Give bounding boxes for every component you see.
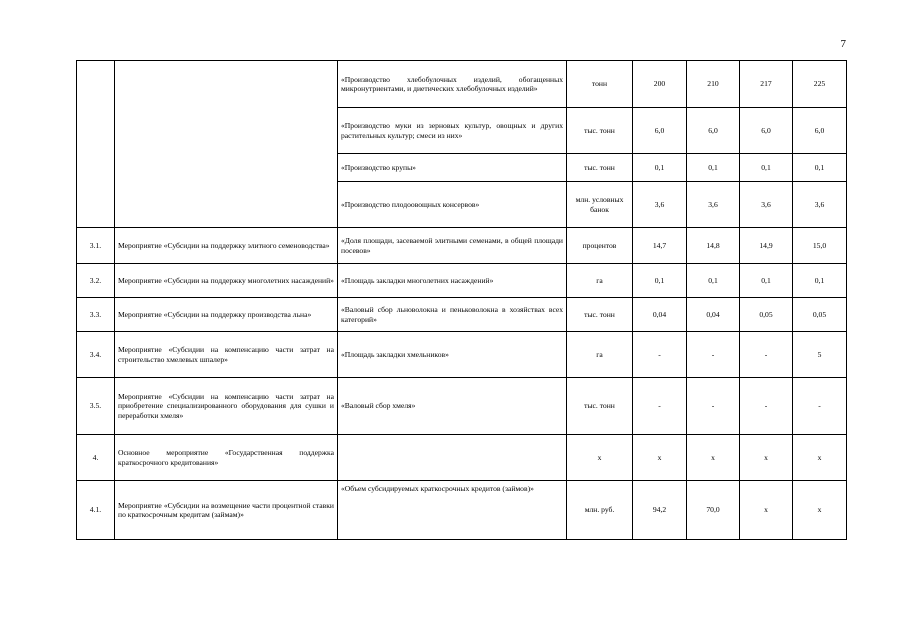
row-number-cell: 3.3. xyxy=(77,298,115,332)
unit-cell: тыс. тонн xyxy=(567,298,633,332)
unit-cell: тыс. тонн xyxy=(567,378,633,435)
indicator-cell: «Площадь закладки многолетних насаждений» xyxy=(338,264,567,298)
table-row xyxy=(77,332,847,378)
row-number-cell xyxy=(77,61,115,228)
table-row xyxy=(77,61,847,108)
value-cell: х xyxy=(740,435,793,481)
value-cell: - xyxy=(687,332,740,378)
table-row xyxy=(77,298,847,332)
value-cell: 3,6 xyxy=(687,182,740,228)
row-number-cell: 3.4. xyxy=(77,332,115,378)
row-number-cell: 3.1. xyxy=(77,228,115,264)
event-cell xyxy=(115,61,338,228)
event-cell: Мероприятие «Субсидии на компенсацию части затрат на строительство хмелевых шпалер» xyxy=(115,332,338,378)
value-cell: 6,0 xyxy=(687,108,740,154)
indicator-cell: «Объем субсидируемых краткосрочных кредитов (займов)» xyxy=(338,481,567,540)
value-cell: 200 xyxy=(633,61,687,108)
value-cell: 0,1 xyxy=(793,154,847,182)
value-cell: 0,04 xyxy=(633,298,687,332)
indicator-cell: «Производство плодоовощных консервов» xyxy=(338,182,567,228)
value-cell: 0,1 xyxy=(633,154,687,182)
unit-cell: тонн xyxy=(567,61,633,108)
value-cell: 0,1 xyxy=(633,264,687,298)
indicators-table xyxy=(76,60,847,540)
indicator-cell: «Валовый сбор льноволокна и пеньковолокна в хозяйствах всех категорий» xyxy=(338,298,567,332)
table-row xyxy=(77,228,847,264)
row-number-cell: 4. xyxy=(77,435,115,481)
page-number: 7 xyxy=(840,38,846,50)
indicator-cell: «Производство муки из зерновых культур, овощных и других растительных культур; смеси из них» xyxy=(338,108,567,154)
unit-cell: тыс. тонн xyxy=(567,154,633,182)
value-cell: 217 xyxy=(740,61,793,108)
table-row xyxy=(77,435,847,481)
event-cell: Мероприятие «Субсидии на поддержку многолетних насаждений» xyxy=(115,264,338,298)
value-cell: х xyxy=(633,435,687,481)
value-cell: - xyxy=(740,332,793,378)
value-cell: 15,0 xyxy=(793,228,847,264)
value-cell: 0,04 xyxy=(687,298,740,332)
value-cell: - xyxy=(633,378,687,435)
table-row xyxy=(77,481,847,540)
value-cell: 94,2 xyxy=(633,481,687,540)
unit-cell: га xyxy=(567,332,633,378)
event-cell: Основное мероприятие «Государственная поддержка краткосрочного кредитования» xyxy=(115,435,338,481)
indicator-cell: «Доля площади, засеваемой элитными семенами, в общей площади посевов» xyxy=(338,228,567,264)
row-number-cell: 4.1. xyxy=(77,481,115,540)
unit-cell: процентов xyxy=(567,228,633,264)
value-cell: 0,1 xyxy=(687,154,740,182)
table-row xyxy=(77,378,847,435)
event-cell: Мероприятие «Субсидии на поддержку элитного семеноводства» xyxy=(115,228,338,264)
value-cell: х xyxy=(687,435,740,481)
value-cell: 0,05 xyxy=(793,298,847,332)
value-cell: 14,9 xyxy=(740,228,793,264)
unit-cell: х xyxy=(567,435,633,481)
value-cell: 6,0 xyxy=(793,108,847,154)
table-row xyxy=(77,264,847,298)
unit-cell: млн. условных банок xyxy=(567,182,633,228)
value-cell: 0,1 xyxy=(740,154,793,182)
value-cell: 6,0 xyxy=(740,108,793,154)
indicator-cell: «Производство крупы» xyxy=(338,154,567,182)
value-cell: х xyxy=(740,481,793,540)
value-cell: 225 xyxy=(793,61,847,108)
value-cell: х xyxy=(793,435,847,481)
value-cell: 3,6 xyxy=(633,182,687,228)
event-cell: Мероприятие «Субсидии на поддержку производства льна» xyxy=(115,298,338,332)
indicator-cell: «Валовый сбор хмеля» xyxy=(338,378,567,435)
value-cell: - xyxy=(740,378,793,435)
event-cell: Мероприятие «Субсидии на возмещение части процентной ставки по краткосрочным кредитам (займам)» xyxy=(115,481,338,540)
row-number-cell: 3.2. xyxy=(77,264,115,298)
value-cell: 210 xyxy=(687,61,740,108)
event-cell: Мероприятие «Субсидии на компенсацию части затрат на приобретение специализированного оборудования для сушки и переработки хмеля» xyxy=(115,378,338,435)
unit-cell: тыс. тонн xyxy=(567,108,633,154)
value-cell: 0,1 xyxy=(687,264,740,298)
value-cell: 3,6 xyxy=(740,182,793,228)
value-cell: - xyxy=(633,332,687,378)
indicator-cell: «Площадь закладки хмельников» xyxy=(338,332,567,378)
indicator-cell xyxy=(338,435,567,481)
value-cell: 6,0 xyxy=(633,108,687,154)
unit-cell: га xyxy=(567,264,633,298)
value-cell: 14,8 xyxy=(687,228,740,264)
value-cell: 0,05 xyxy=(740,298,793,332)
value-cell: 0,1 xyxy=(740,264,793,298)
value-cell: 3,6 xyxy=(793,182,847,228)
value-cell: 5 xyxy=(793,332,847,378)
value-cell: 14,7 xyxy=(633,228,687,264)
value-cell: 70,0 xyxy=(687,481,740,540)
value-cell: 0,1 xyxy=(793,264,847,298)
row-number-cell: 3.5. xyxy=(77,378,115,435)
unit-cell: млн. руб. xyxy=(567,481,633,540)
value-cell: - xyxy=(687,378,740,435)
value-cell: х xyxy=(793,481,847,540)
value-cell: - xyxy=(793,378,847,435)
indicator-cell: «Производство хлебобулочных изделий, обогащенных микронутриентами, и диетических хлебобулочных изделий» xyxy=(338,61,567,108)
